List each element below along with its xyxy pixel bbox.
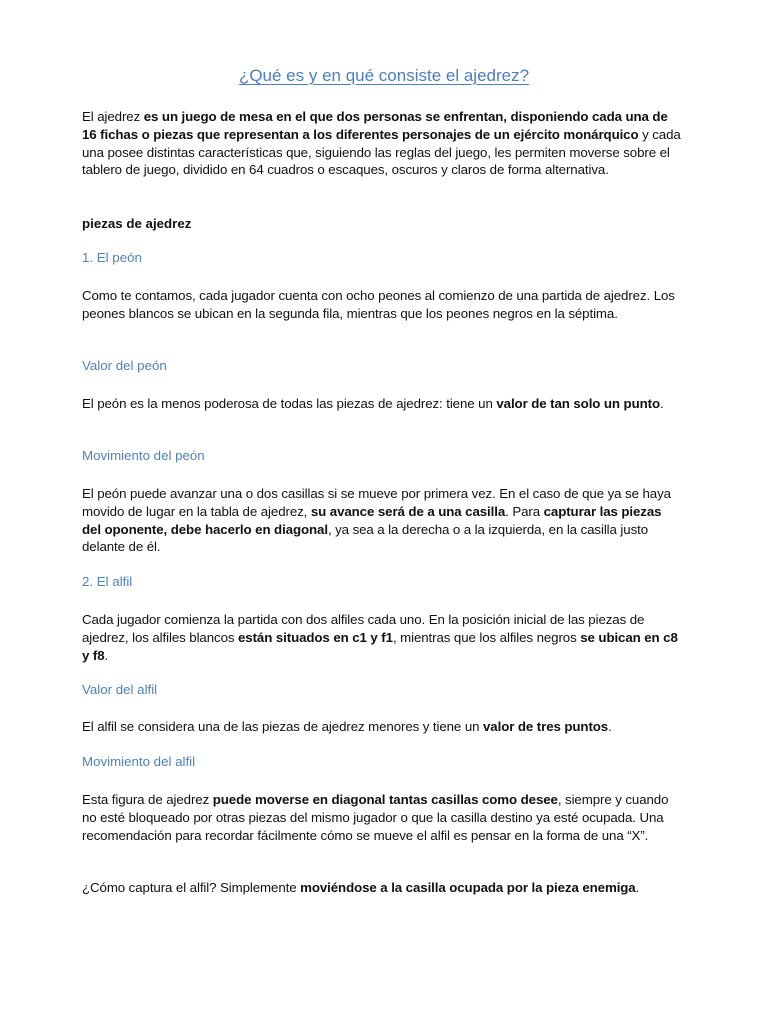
- bold-text-run: valor de tan solo un punto: [496, 396, 660, 411]
- bold-text-run: capturar las piezas del oponente, debe hacerlo en diagonal: [82, 503, 662, 537]
- subheading-movimiento-peon: Movimiento del peón: [82, 448, 205, 463]
- document-title: ¿Qué es y en qué consiste el ajedrez?: [238, 66, 530, 85]
- bold-text-run: es un juego de mesa en el que dos personas se enfrentan, disponiendo cada una de 16 fichas o piezas que representan a los diferentes personajes de un ejército monárquico: [82, 109, 668, 142]
- section-heading-alfil: 2. El alfil: [82, 574, 133, 589]
- peon-valor-paragraph: El peón es la menos poderosa de todas las piezas de ajedrez: tiene un valor de tan solo un punto.: [82, 396, 664, 411]
- alfil-intro-paragraph: Cada jugador comienza la partida con dos alfiles cada uno. En la posición inicial de las piezas de ajedrez, los alfiles blancos están situados en c1 y f1, mientras que los alfiles negros se ubican en c8 y f8.: [82, 612, 678, 663]
- bold-text-run: su avance será de a una casilla: [310, 503, 506, 519]
- bold-text-run: puede moverse en diagonal tantas casillas como desee: [212, 792, 558, 807]
- alfil-valor-paragraph: El alfil se considera una de las piezas de ajedrez menores y tiene un valor de tres puntos.: [82, 719, 612, 734]
- subheading-movimiento-alfil: Movimiento del alfil: [82, 754, 196, 769]
- bold-text-run: valor de tres puntos: [483, 719, 609, 734]
- section-heading-peon: 1. El peón: [82, 250, 142, 265]
- bold-text-run: se ubican en c8 y f8: [82, 629, 678, 663]
- alfil-movimiento-paragraph: Esta figura de ajedrez puede moverse en diagonal tantas casillas como desee, siempre y cuando no esté bloqueado por otras piezas del mismo jugador o que la casilla destino ya esté ocupada. Una recomendación para recordar fácilmente cómo se mueve el alfil es pensar en la forma de una “X”.: [82, 792, 669, 843]
- subheading-valor-peon: Valor del peón: [82, 358, 167, 373]
- bold-text-run: están situados en c1 y f1: [238, 629, 393, 645]
- bold-text-run: moviéndose a la casilla ocupada por la pieza enemiga: [300, 880, 636, 895]
- peon-movimiento-paragraph: El peón puede avanzar una o dos casillas si se mueve por primera vez. En el caso de que ya se haya movido de lugar en la tabla de ajedrez, su avance será de a una casilla. Para capturar las piezas del oponente, debe hacerlo en diagonal, ya sea a la derecha o a la izquierda, en la casilla justo delante de él.: [82, 486, 671, 555]
- peon-intro-paragraph: Como te contamos, cada jugador cuenta con ocho peones al comienzo de una partida de ajedrez. Los peones blancos se ubican en la segunda fila, mientras que los peones negros en la séptima.: [82, 288, 675, 321]
- pieces-heading: piezas de ajedrez: [82, 216, 192, 231]
- subheading-valor-alfil: Valor del alfil: [82, 682, 158, 697]
- alfil-captura-paragraph: ¿Cómo captura el alfil? Simplemente moviéndose a la casilla ocupada por la pieza enemiga.: [82, 880, 640, 895]
- intro-paragraph: El ajedrez es un juego de mesa en el que dos personas se enfrentan, disponiendo cada una de 16 fichas o piezas que representan a los diferentes personajes de un ejército monárquico y cada una posee distintas características que, siguiendo las reglas del juego, les permiten moverse sobre el tablero de juego, dividido en 64 cuadros o escaques, oscuros y claros de forma alternativa.: [82, 109, 681, 178]
